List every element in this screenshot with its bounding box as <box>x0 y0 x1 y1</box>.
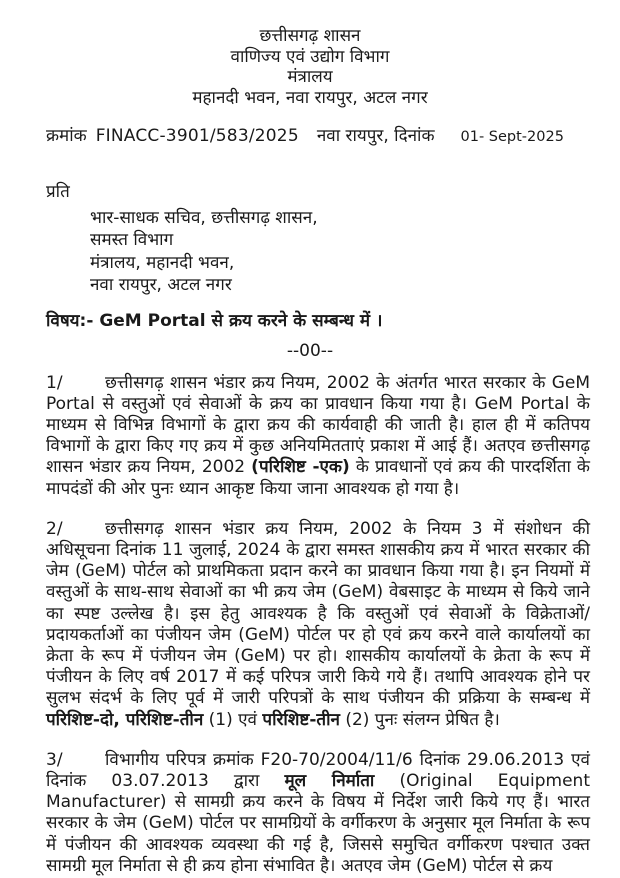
salutation: प्रति <box>46 182 70 202</box>
paragraph-3 <box>46 750 590 877</box>
paragraph-text: छत्तीसगढ़ शासन भंडार क्रय नियम, 2002 के अंतर्गत भारत सरकार के GeM Portal से वस्तुओं एवं सेवाओं के क्रय का प्रावधान किया गया है। GeM Portal के माध्यम से विभिन्न विभागों के द्वारा क्रय की कार्यवाही की जाती है। हाल ही में कतिपय विभागों के द्वारा किए गए क्रय में कुछ अनियमितताएं प्रकाश में आई हैं। अतएव छत्तीसगढ़ शासन भंडार क्रय नियम, 2002 (परिशिष्ट -एक) के प्रावधानों एवं क्रय की पारदर्शिता के मापदंडों की ओर पुनः ध्यान आकृष्ट किया जाना आवश्यक हो गया है। <box>46 372 590 499</box>
reference-line <box>46 123 590 146</box>
recipient-line: मंत्रालय, महानदी भवन, <box>90 252 235 273</box>
letter-date: 01- Sept-2025 <box>460 129 564 145</box>
recipient-address <box>90 207 590 297</box>
place-date-label: नवा रायपुर, दिनांक <box>316 126 435 146</box>
paragraph-1 <box>46 373 590 500</box>
recipient-line: भार-साधक सचिव, छत्तीसगढ़ शासन, <box>90 208 318 228</box>
reference-number: FINACC-3901/583/2025 <box>95 126 299 146</box>
paragraph-text: विभागीय परिपत्र क्रमांक F20-70/2004/11/6 दिनांक 29.06.2013 एवं दिनांक 03.07.2013 द्वारा मूल निर्माता (Original Equipment Manufacturer) से सामग्री क्रय करने के विषय में निर्देश जारी किये गए हैं। भारत सरकार के जेम (GeM) पोर्टल पर सामग्रियों के वर्गीकरण के अनुसार मूल निर्माता के रूप में पंजीयन की आवश्यक व्यवस्था की गई है, जिससे समुचित वर्गीकरण पश्चात उक्त सामग्री मूल निर्माता से ही क्रय होना संभावित है। अतएव जेम (GeM) पोर्टल से क्रय <box>46 749 590 876</box>
government-name: छत्तीसगढ़ शासन <box>259 26 361 46</box>
paragraph-2 <box>46 519 590 731</box>
recipient-line: नवा रायपुर, अटल नगर <box>90 275 232 296</box>
paragraph-text: छत्तीसगढ़ शासन भंडार क्रय नियम, 2002 के नियम 3 में संशोधन की अधिसूचना दिनांक 11 जुलाई, 2024 के द्वारा समस्त शासकीय क्रय में भारत सरकार की जेम (GeM) पोर्टल को प्राथमिकता प्रदान करने का प्रावधान किया गया है। इन नियमों में वस्तुओं के साथ-साथ सेवाओं का भी क्रय जेम (GeM) वेबसाइट के माध्यम से किये जाने का स्पष्ट उल्लेख है। इस हेतु आवश्यक है कि वस्तुओं एवं सेवाओं के विक्रेताओं/प्रदायकर्ताओं का पंजीयन जेम (GeM) पोर्टल पर हो एवं क्रय करने वाले कार्यालयों का क्रेता के रूप में पंजीयन जेम (GeM) पर हो। शासकीय कार्यालयों के क्रेता के रूप में पंजीयन के लिए वर्ष 2017 में कई परिपत्र जारी किये गये हैं। तथापि आवश्यक होने पर सुलभ संदर्भ के लिए पूर्व में जारी परिपत्रों के साथ पंजीयन की प्रक्रिया के सम्बन्ध में परिशिष्ट-दो, परिशिष्ट-तीन (1) एवं परिशिष्ट-तीन (2) पुनः संलग्न प्रेषित है। <box>46 518 590 730</box>
paragraph-number: 2/ <box>46 518 63 539</box>
letter-header <box>30 26 590 108</box>
department-name: वाणिज्य एवं उद्योग विभाग <box>230 46 390 67</box>
separator: --00-- <box>286 340 334 361</box>
subject-line: विषय:- GeM Portal से क्रय करने के सम्बन्ध में । <box>46 310 383 331</box>
recipient-line: समस्त विभाग <box>90 230 174 251</box>
reference-number-label: क्रमांक <box>46 126 87 146</box>
office-address: महानदी भवन, नवा रायपुर, अटल नगर <box>192 87 428 108</box>
office-name: मंत्रालय <box>287 67 333 87</box>
paragraph-number: 3/ <box>46 749 63 770</box>
paragraph-number: 1/ <box>46 372 63 393</box>
